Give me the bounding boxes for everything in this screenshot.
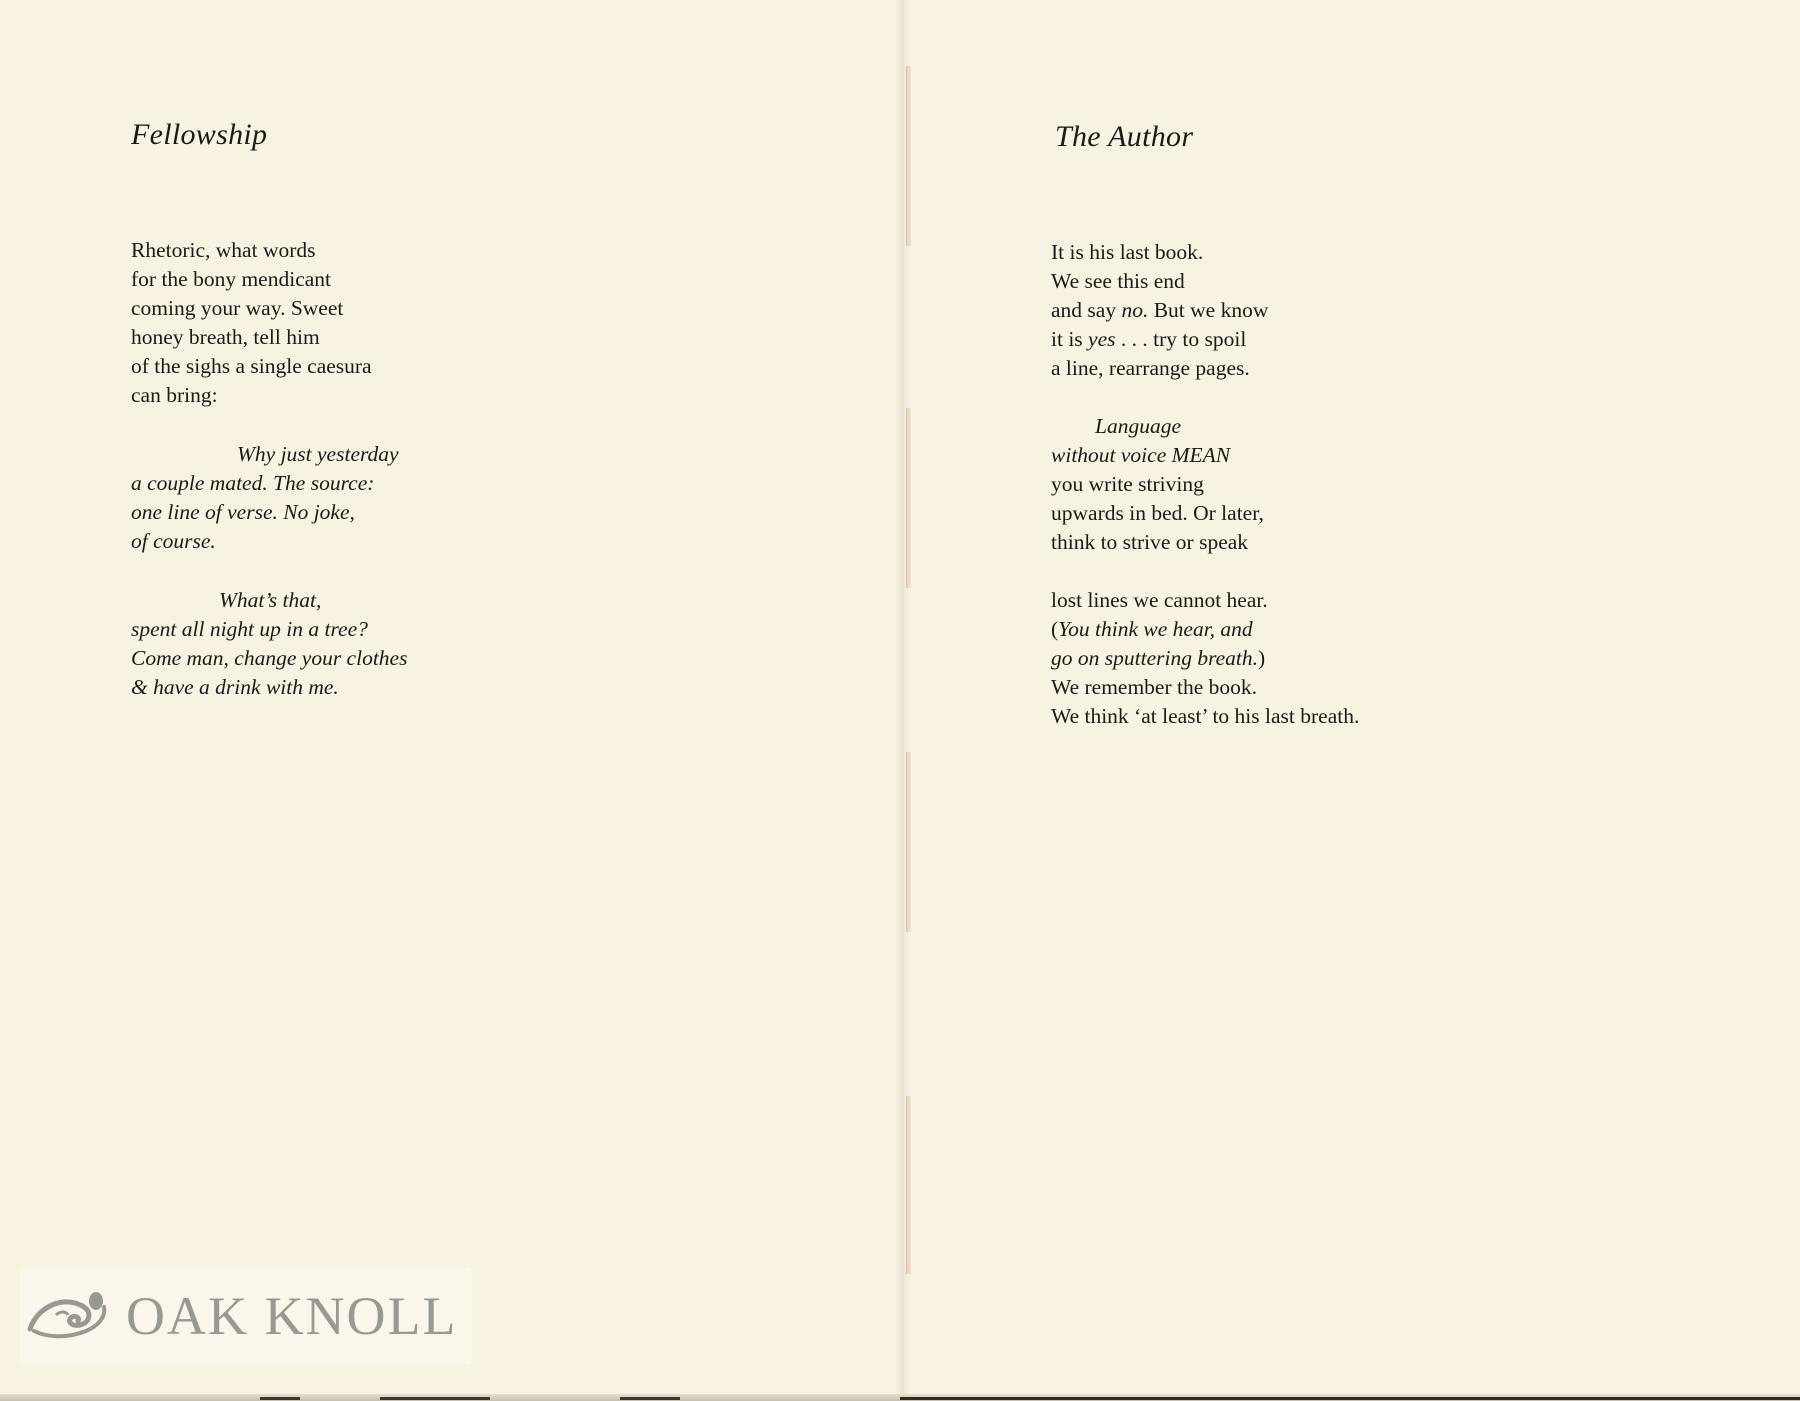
oak-knoll-watermark xyxy=(20,1268,471,1364)
fellowship-stanza-1 xyxy=(131,236,372,410)
author-stanza-2 xyxy=(1051,412,1264,557)
edge-mark xyxy=(260,1397,300,1400)
poem-line: spent all night up in a tree? xyxy=(131,617,368,641)
poem-line: Why just yesterday xyxy=(237,442,399,466)
poem-line: go on sputtering breath.) xyxy=(1051,646,1266,670)
poem-line: think to strive or speak xyxy=(1051,530,1249,554)
poem-line: What’s that, xyxy=(219,588,322,612)
poem-line: Rhetoric, what words xyxy=(131,238,316,262)
leaf-squirrel-logo-icon xyxy=(26,1285,112,1347)
poem-line: a couple mated. The source: xyxy=(131,471,375,495)
edge-mark xyxy=(380,1397,490,1400)
fellowship-stanza-3 xyxy=(131,586,407,702)
author-stanza-3 xyxy=(1051,586,1359,731)
poem-line: can bring: xyxy=(131,383,218,407)
poem-line: & have a drink with me. xyxy=(131,675,339,699)
poem-line: of the sighs a single caesura xyxy=(131,354,372,378)
poem-line: you write striving xyxy=(1051,472,1204,496)
poem-line: We think ‘at least’ to his last breath. xyxy=(1051,704,1360,728)
poem-line: It is his last book. xyxy=(1051,240,1204,264)
poem-line: a line, rearrange pages. xyxy=(1051,356,1250,380)
poem-line: upwards in bed. Or later, xyxy=(1051,501,1264,525)
poem-title-fellowship: Fellowship xyxy=(131,118,268,151)
poem-line: Come man, change your clothes xyxy=(131,646,408,670)
fellowship-stanza-2 xyxy=(131,440,399,556)
poem-line: of course. xyxy=(131,529,216,553)
poem-line: coming your way. Sweet xyxy=(131,296,344,320)
poem-line: lost lines we cannot hear. xyxy=(1051,588,1268,612)
poem-line: for the bony mendicant xyxy=(131,267,332,291)
oak-knoll-logo-text: OAK KNOLL xyxy=(126,1286,458,1346)
poem-line: We remember the book. xyxy=(1051,675,1258,699)
poem-line: it is yes . . . try to spoil xyxy=(1051,327,1247,351)
edge-mark xyxy=(620,1397,680,1400)
author-stanza-1 xyxy=(1051,238,1268,383)
poem-line: honey breath, tell him xyxy=(131,325,320,349)
right-page xyxy=(900,0,1800,1401)
poem-title-the-author: The Author xyxy=(1055,120,1194,153)
poem-line: one line of verse. No joke, xyxy=(131,500,355,524)
poem-line: (You think we hear, and xyxy=(1051,617,1253,641)
poem-line: Language xyxy=(1095,414,1181,438)
poem-line: and say no. But we know xyxy=(1051,298,1269,322)
poem-line: without voice MEAN xyxy=(1051,443,1231,467)
edge-mark xyxy=(900,1397,1800,1400)
poem-line: We see this end xyxy=(1051,269,1185,293)
